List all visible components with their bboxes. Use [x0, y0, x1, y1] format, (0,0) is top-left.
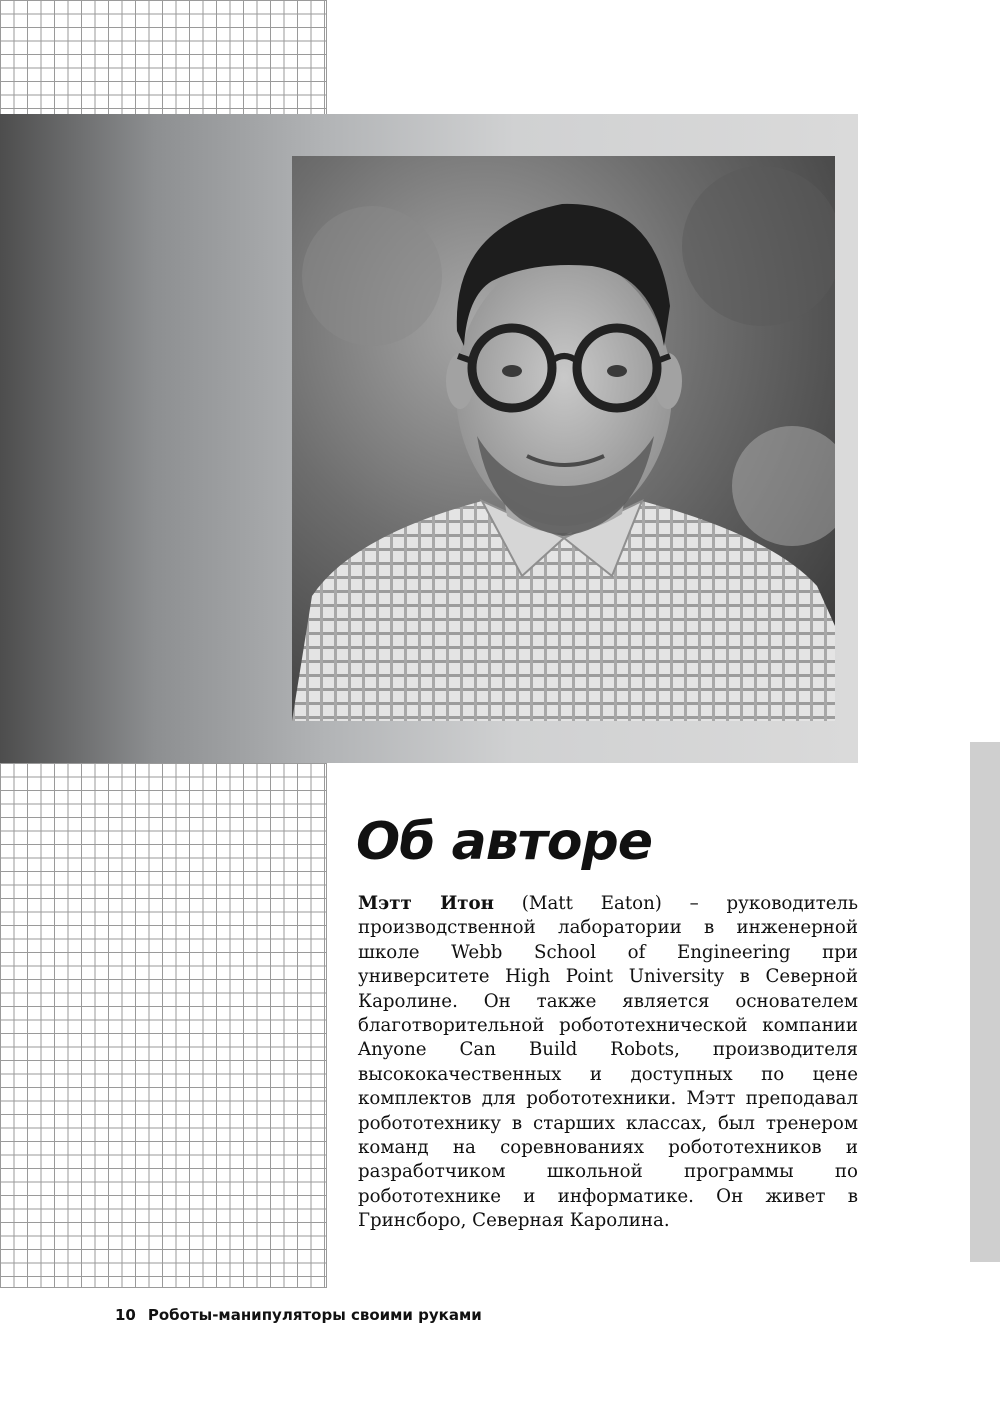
page-footer	[115, 1306, 482, 1324]
bio-text: (Matt Eaton) – руководитель производственной лаборатории в инженерной школе Webb School of Engineering при университете High Point University в Северной Каролине. Он также является основателем благотворительной робототехнической компании Anyone Can Build Robots, производителя высококачественных и доступных по цене комплектов для робототехники. Мэтт преподавал робототехнику в старших классах, был тренером команд на соревнованиях робототехников и разработчиком школьной программы по робототехнике и информатике. Он живет в Гринсборо, Северная Каролина.	[358, 893, 858, 1232]
section-heading: Об авторе	[356, 812, 652, 872]
side-thumb-tab	[970, 742, 1000, 1262]
page-number: 10	[115, 1306, 136, 1324]
author-photo	[292, 156, 835, 721]
author-bio	[358, 892, 858, 1234]
author-name: Мэтт Итон	[358, 893, 494, 914]
book-title: Роботы-манипуляторы своими руками	[147, 1306, 482, 1324]
grid-pattern-top	[0, 0, 327, 114]
grid-pattern-bottom	[0, 763, 327, 1288]
